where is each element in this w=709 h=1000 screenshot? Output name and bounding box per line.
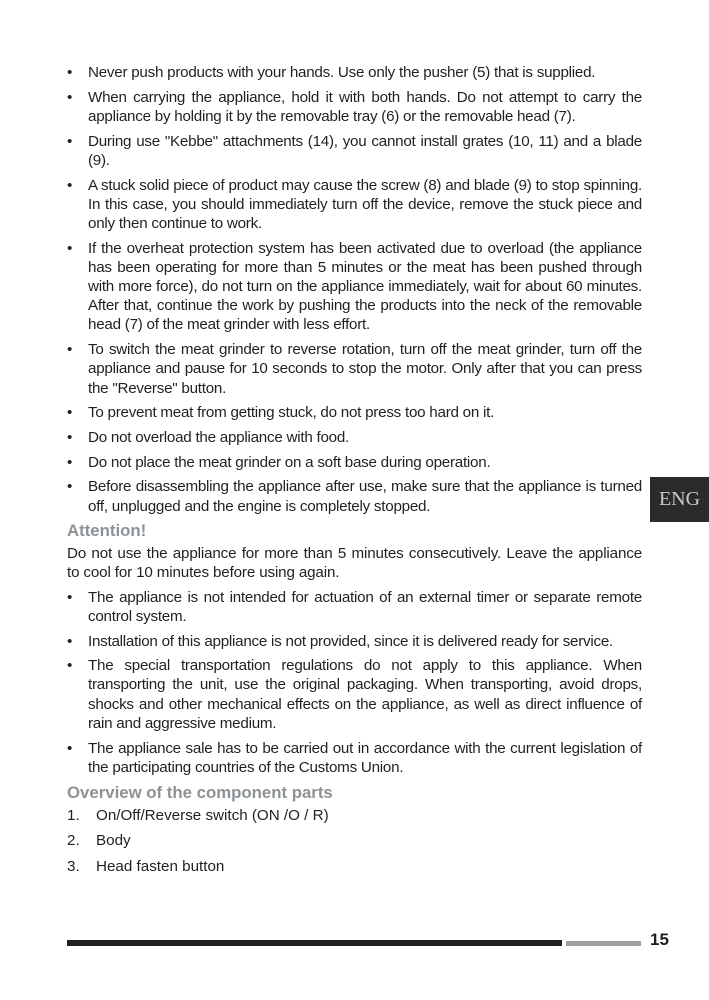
list-item bbox=[67, 857, 642, 876]
page-number: 15 bbox=[650, 930, 669, 949]
list-item: • During use "Kebbe" attachments (14), you cannot install grates (10, 11) and a blade (9). bbox=[67, 132, 642, 170]
list-item: • Do not place the meat grinder on a soft base during operation. bbox=[67, 453, 642, 472]
item-number: 3. bbox=[67, 857, 80, 875]
item-number: 2. bbox=[67, 832, 80, 850]
page-content bbox=[67, 63, 642, 883]
attention-text: Do not use the appliance for more than 5 minutes consecutively. Leave the appliance to cool for 10 minutes before using again. bbox=[67, 545, 642, 582]
component-parts-list bbox=[67, 806, 642, 877]
list-item: • If the overheat protection system has been activated due to overload (the appliance has been operating for more than 5 minutes or the meat has been pushed through with more force), do not turn on the appliance immediately, wait for about 60 minutes. After that, continue the work by pushing the products into the neck of the removable head (7) of the meat grinder with less effort. bbox=[67, 239, 642, 335]
list-item: • Installation of this appliance is not provided, since it is delivered ready for service. bbox=[67, 632, 642, 651]
footer-rule-dark bbox=[67, 940, 562, 946]
list-item: • When carrying the appliance, hold it with both hands. Do not attempt to carry the appliance by holding it by the removable tray (6) or the removable head (7). bbox=[67, 88, 642, 126]
overview-heading: Overview of the component parts bbox=[67, 782, 333, 802]
attention-heading: Attention! bbox=[67, 521, 147, 541]
item-text: Head fasten button bbox=[96, 857, 225, 875]
list-item: • Do not overload the appliance with food. bbox=[67, 428, 642, 447]
list-item: • The appliance is not intended for actuation of an external timer or separate remote control system. bbox=[67, 588, 642, 626]
list-item: • To prevent meat from getting stuck, do not press too hard on it. bbox=[67, 403, 642, 422]
language-tab: ENG bbox=[650, 477, 709, 522]
item-text: Body bbox=[96, 832, 131, 850]
list-item: • A stuck solid piece of product may cause the screw (8) and blade (9) to stop spinning. In this case, you should immediately turn off the device, remove the stuck piece and only then continue to work. bbox=[67, 176, 642, 234]
list-item: • To switch the meat grinder to reverse rotation, turn off the meat grinder, turn off the appliance and pause for 10 seconds to stop the motor. Only after that you can press the "Reverse" button. bbox=[67, 340, 642, 398]
list-item bbox=[67, 806, 642, 825]
list-item: • The appliance sale has to be carried out in accordance with the current legislation of the participating countries of the Customs Union. bbox=[67, 739, 642, 777]
item-number: 1. bbox=[67, 806, 80, 824]
footer-rule-light bbox=[566, 941, 641, 946]
list-item: • Before disassembling the appliance after use, make sure that the appliance is turned off, unplugged and the engine is completely stopped. bbox=[67, 477, 642, 515]
list-item: • The special transportation regulations do not apply to this appliance. When transporting the unit, use the original packaging. When transporting, avoid drops, shocks and other mechanical effects on the appliance, as well as direct influence of rain and aggressive medium. bbox=[67, 656, 642, 733]
list-item bbox=[67, 831, 642, 850]
list-item: • Never push products with your hands. Use only the pusher (5) that is supplied. bbox=[67, 63, 642, 82]
attention-list bbox=[67, 588, 642, 777]
precautions-list bbox=[67, 63, 642, 516]
item-text: On/Off/Reverse switch (ON /O / R) bbox=[96, 806, 329, 824]
